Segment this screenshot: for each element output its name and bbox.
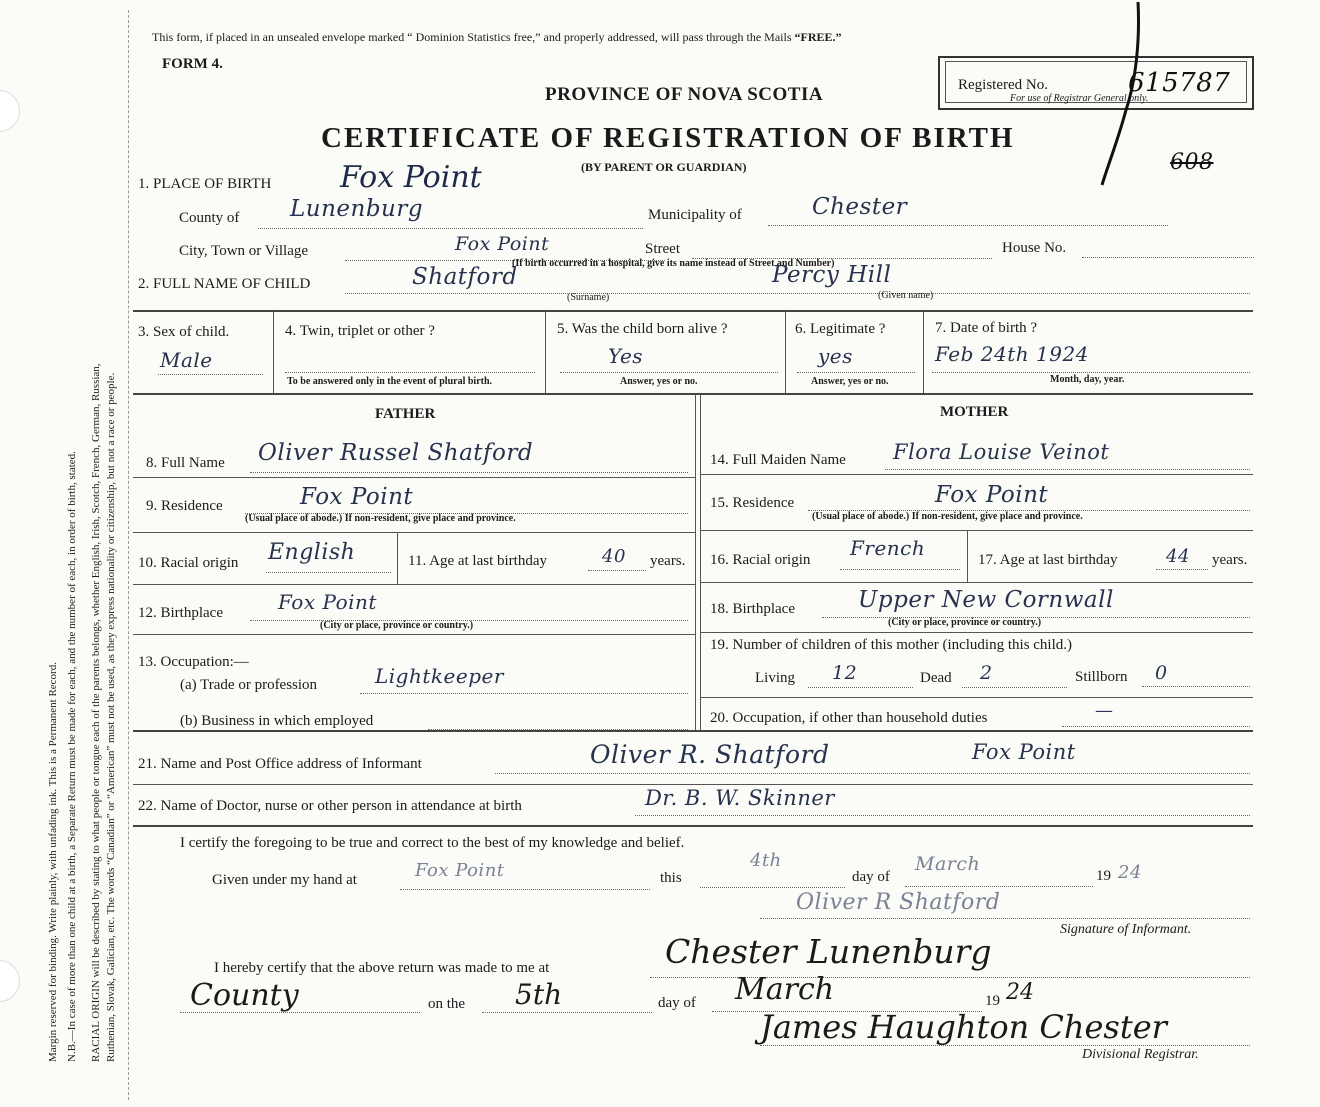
doctor-label: 22. Name of Doctor, nurse or other person in attendance at birth xyxy=(138,798,522,814)
binding-hole-top xyxy=(0,90,20,132)
stillborn-value: 0 xyxy=(1155,662,1168,684)
registrar-statement: I hereby certify that the above return was made to me at xyxy=(214,960,550,976)
registrar-signature: James Haughton Chester xyxy=(760,1008,1167,1046)
house-label: House No. xyxy=(1002,240,1067,256)
stillborn-label: Stillborn xyxy=(1075,669,1128,685)
living-value: 12 xyxy=(832,662,858,684)
trade-value: Lightkeeper xyxy=(375,664,504,688)
margin-line-4: Ruthenian, Slovak, Galician, etc. The words “Canadian” or “American” must not be used, as they express nationality or citizenship, but not a race or people. xyxy=(105,372,117,1062)
city-label: City, Town or Village xyxy=(179,243,309,259)
child-given-value: Percy Hill xyxy=(772,262,892,288)
father-racial-label: 10. Racial origin xyxy=(138,555,239,571)
cert-month-value: March xyxy=(915,853,981,875)
legitimate-caption: Answer, yes or no. xyxy=(811,376,889,387)
mother-birthplace-value: Upper New Cornwall xyxy=(858,587,1114,613)
mother-name-label: 14. Full Maiden Name xyxy=(710,452,846,468)
dead-value: 2 xyxy=(980,662,993,684)
dob-label: 7. Date of birth ? xyxy=(935,320,1038,336)
place-of-birth-value: Fox Point xyxy=(340,160,482,195)
occupation-label: 13. Occupation:— xyxy=(138,654,249,670)
municipality-label: Municipality of xyxy=(648,207,742,223)
registered-label: Registered No. xyxy=(958,77,1048,93)
mail-notice-free: “FREE.” xyxy=(794,30,842,44)
trade-label: (a) Trade or profession xyxy=(180,677,318,693)
cert-year-value: 24 xyxy=(1118,862,1142,883)
given-place-value: Fox Point xyxy=(415,860,505,881)
father-age-label: 11. Age at last birthday xyxy=(408,553,547,569)
dob-value: Feb 24th 1924 xyxy=(935,342,1089,366)
county-label: County of xyxy=(179,210,240,226)
mother-city-note: (City or place, province or country.) xyxy=(888,617,1042,628)
child-surname-value: Shatford xyxy=(412,264,518,290)
mother-residence-value: Fox Point xyxy=(935,482,1049,508)
crossed-number: 608 xyxy=(1170,150,1214,175)
cert-day-of-label: day of xyxy=(852,869,890,885)
sex-value: Male xyxy=(160,348,213,372)
given-label: Given under my hand at xyxy=(212,872,357,888)
mother-age-value: 44 xyxy=(1166,546,1190,567)
this-label: this xyxy=(660,870,682,886)
county-value: Lunenburg xyxy=(290,196,424,222)
father-city-note: (City or place, province or country.) xyxy=(320,620,474,631)
informant-name-value: Oliver R. Shatford xyxy=(590,740,830,769)
father-birthplace-label: 12. Birthplace xyxy=(138,605,223,621)
informant-address-value: Fox Point xyxy=(972,740,1076,764)
signature-caption: Signature of Informant. xyxy=(1060,922,1192,937)
margin-line-1: Margin reserved for binding. Write plainly, with unfading ink. This is a Permanent Record. xyxy=(47,662,59,1062)
registered-number: 615787 xyxy=(1128,68,1231,98)
twin-label: 4. Twin, triplet or other ? xyxy=(285,323,435,339)
hospital-note: (If birth occurred in a hospital, give its name instead of Street and Number) xyxy=(512,258,835,269)
margin-line-2: N.B.—In case of more than one child at a birth, a Separate Return must be made for each, and the number of each, in order of birth, stated. xyxy=(66,451,78,1062)
municipality-value: Chester xyxy=(812,194,908,220)
certificate-subtitle: (BY PARENT OR GUARDIAN) xyxy=(581,160,747,174)
informant-label: 21. Name and Post Office address of Informant xyxy=(138,756,422,772)
binding-hole-bottom xyxy=(0,960,20,1002)
mail-notice-text: This form, if placed in an unsealed envelope marked “ Dominion Statistics free,” and properly addressed, will pass through the Mails xyxy=(152,30,792,44)
father-name-label: 8. Full Name xyxy=(146,455,225,471)
father-residence-value: Fox Point xyxy=(300,484,414,510)
mother-age-label: 17. Age at last birthday xyxy=(978,552,1118,568)
registrar-county-value: County xyxy=(190,978,299,1013)
living-label: Living xyxy=(755,670,795,686)
registrar-month-value: March xyxy=(735,972,835,1007)
given-caption: (Given name) xyxy=(878,290,934,301)
place-of-birth-label: 1. PLACE OF BIRTH xyxy=(138,176,272,192)
registrar-caption: Divisional Registrar. xyxy=(1082,1047,1199,1062)
registrar-day-value: 5th xyxy=(515,978,563,1011)
mother-racial-label: 16. Racial origin xyxy=(710,552,811,568)
doctor-value: Dr. B. W. Skinner xyxy=(645,786,835,810)
province-title: PROVINCE OF NOVA SCOTIA xyxy=(545,84,824,105)
alive-label: 5. Was the child born alive ? xyxy=(557,321,728,337)
child-name-label: 2. FULL NAME OF CHILD xyxy=(138,276,311,292)
on-the-label: on the xyxy=(428,996,466,1012)
sex-label: 3. Sex of child. xyxy=(138,324,230,340)
alive-caption: Answer, yes or no. xyxy=(620,376,698,387)
registrar-year-prefix: 19 xyxy=(985,993,1000,1009)
margin-rule xyxy=(128,10,129,1100)
children-count-label: 19. Number of children of this mother (including this child.) xyxy=(710,637,1073,653)
mother-birthplace-label: 18. Birthplace xyxy=(710,601,795,617)
registrar-place-value: Chester Lunenburg xyxy=(665,932,992,971)
twin-note: To be answered only in the event of plural birth. xyxy=(287,376,493,387)
pen-stroke xyxy=(1090,0,1150,190)
form-number: FORM 4. xyxy=(162,56,223,72)
mother-abode-note: (Usual place of abode.) If non-resident, give place and province. xyxy=(812,511,1083,522)
business-label: (b) Business in which employed xyxy=(180,713,374,729)
mother-years-label: years. xyxy=(1212,552,1248,568)
father-residence-label: 9. Residence xyxy=(146,498,223,514)
mother-residence-label: 15. Residence xyxy=(710,495,795,511)
father-birthplace-value: Fox Point xyxy=(278,590,377,614)
mother-racial-value: French xyxy=(850,536,926,560)
mail-notice xyxy=(152,30,842,45)
registrar-year-value: 24 xyxy=(1006,980,1034,1005)
father-years-label: years. xyxy=(650,553,686,569)
margin-line-3: RACIAL ORIGIN will be described by stating to what people or tongue each of the parents belongs, whether English, Irish, Scotch, French, German, Russian, xyxy=(90,363,102,1062)
informant-signature: Oliver R Shatford xyxy=(796,890,1001,915)
certificate-title: CERTIFICATE OF REGISTRATION OF BIRTH xyxy=(321,122,1015,154)
legitimate-label: 6. Legitimate ? xyxy=(795,321,886,337)
cert-year-prefix: 19 xyxy=(1096,868,1111,884)
registrar-day-of-label: day of xyxy=(658,995,696,1011)
legitimate-value: yes xyxy=(818,344,853,368)
surname-caption: (Surname) xyxy=(567,292,610,303)
registrar-use-note: For use of Registrar General only. xyxy=(1010,93,1149,104)
father-age-value: 40 xyxy=(602,546,626,567)
alive-value: Yes xyxy=(608,344,644,368)
mother-occupation-value: — xyxy=(1095,700,1114,721)
dob-caption: Month, day, year. xyxy=(1050,374,1125,385)
city-value: Fox Point xyxy=(455,233,550,255)
cert-day-value: 4th xyxy=(750,850,782,871)
father-name-value: Oliver Russel Shatford xyxy=(258,440,534,466)
dead-label: Dead xyxy=(920,670,952,686)
father-abode-note: (Usual place of abode.) If non-resident, give place and province. xyxy=(245,513,516,524)
mother-name-value: Flora Louise Veinot xyxy=(893,440,1110,464)
certification-statement: I certify the foregoing to be true and correct to the best of my knowledge and belief. xyxy=(180,835,685,851)
father-heading: FATHER xyxy=(375,406,436,422)
street-label: Street xyxy=(645,241,680,257)
mother-occupation-label: 20. Occupation, if other than household duties xyxy=(710,710,988,726)
father-racial-value: English xyxy=(268,540,356,565)
mother-heading: MOTHER xyxy=(940,404,1009,420)
